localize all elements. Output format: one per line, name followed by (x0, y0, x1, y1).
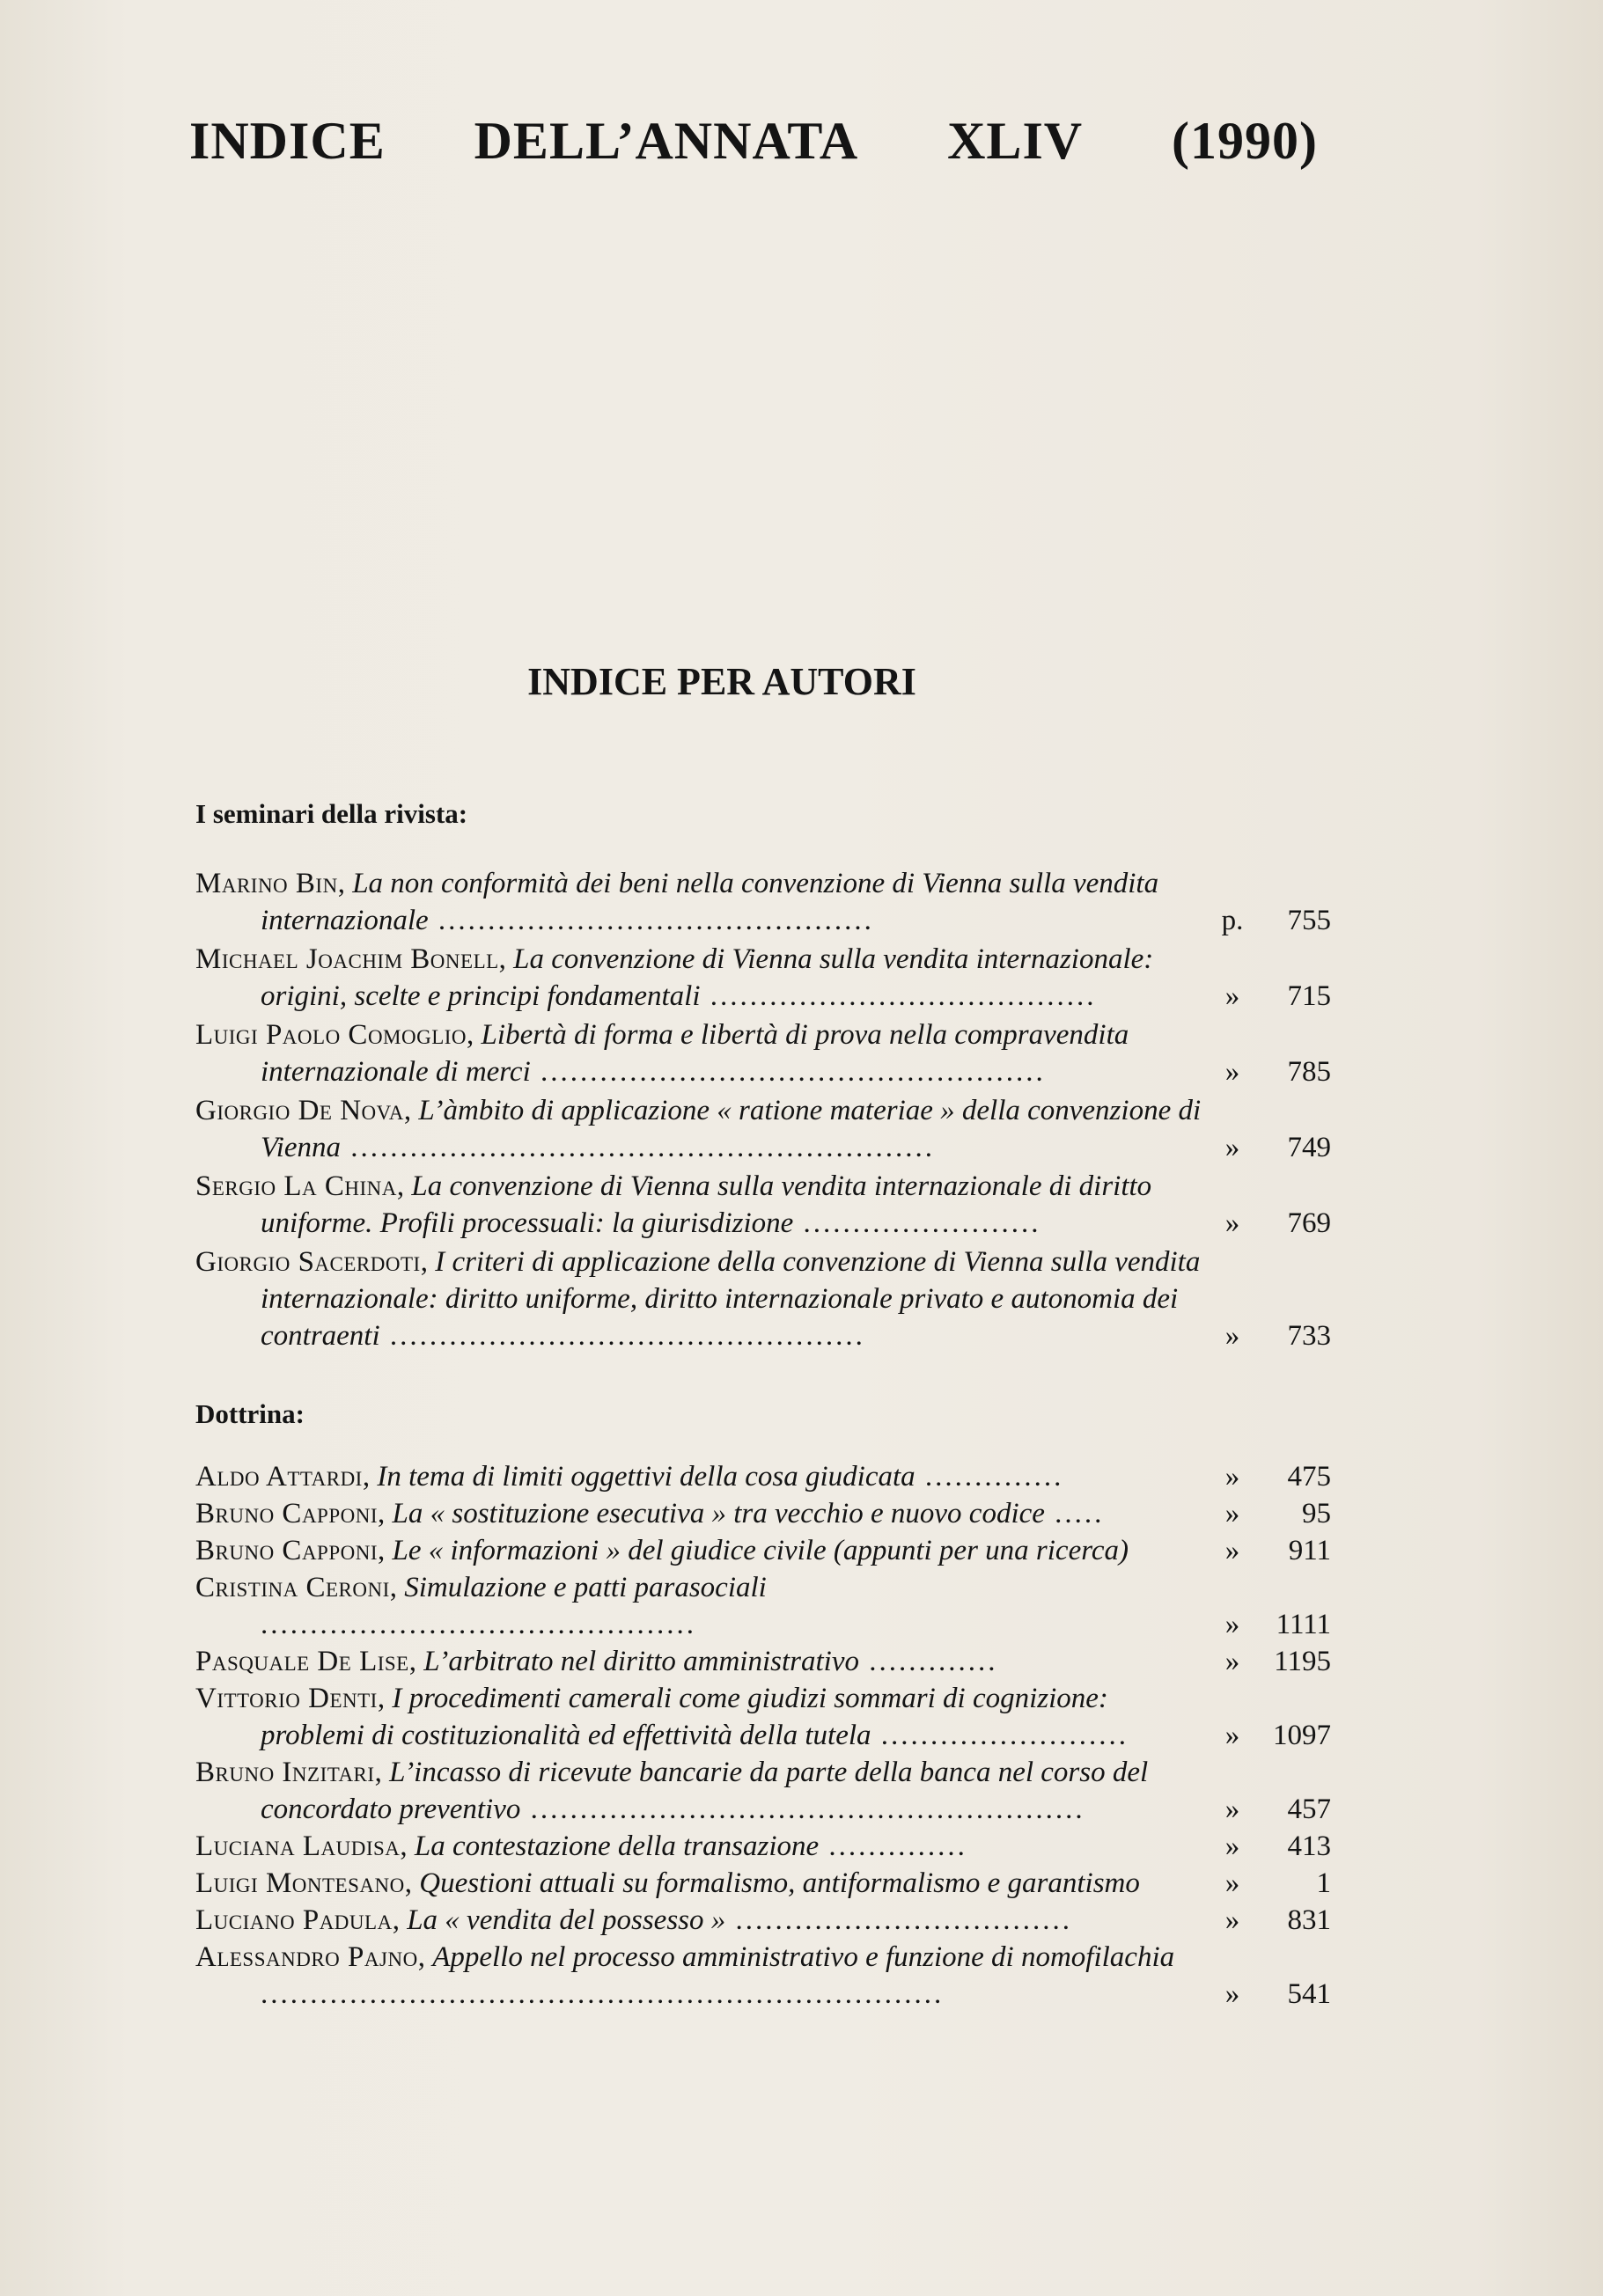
leader-dots: ............................................ (261, 1609, 696, 1640)
entry-title: La « vendita del possesso » (407, 1904, 726, 1936)
ditto-mark: » (1224, 980, 1240, 1012)
index-entry: Aldo Attardi, In tema di limiti oggettivi della cosa giudicata .............. » 475 (195, 1458, 1331, 1495)
entry-title: La contestazione della transazione (414, 1830, 820, 1862)
entry-title: I procedimenti camerali come giudizi sommari di cognizione: problemi di costituzionalità ed effettività della tutela (261, 1683, 1108, 1751)
leader-dots: ....................................... (700, 980, 1097, 1012)
leader-dots: ......................... (871, 1720, 1129, 1751)
entry-author: Luciana Laudisa (195, 1830, 401, 1862)
entry-page: 1111 (1276, 1609, 1331, 1640)
page-title (189, 106, 1318, 176)
entry-page: 755 (1287, 905, 1331, 936)
entry-page: 715 (1287, 980, 1331, 1012)
index-entry: Marino Bin, La non conformità dei beni nella convenzione di Vienna sulla vendita internazionale ............................................ p. 755 (195, 865, 1331, 939)
entry-page: 541 (1287, 1978, 1331, 2010)
entry-title: L’àmbito di applicazione « ratione materiae » della convenzione di Vienna (261, 1095, 1202, 1163)
index-entry: Luigi Paolo Comoglio, Libertà di forma e libertà di prova nella compravendita internazionale di merci ................................................... » 785 (195, 1016, 1331, 1090)
entry-page: 749 (1287, 1132, 1331, 1163)
entry-title: Questioni attuali su formalismo, antiformalismo e garantismo (419, 1867, 1140, 1899)
entry-author: Marino Bin (195, 868, 338, 899)
index-entry: Giorgio De Nova, L’àmbito di applicazione « ratione materiae » della convenzione di Vienna ........................................................... » 749 (195, 1092, 1331, 1166)
entry-author: Bruno Inzitari (195, 1757, 375, 1788)
index-entry: Luigi Montesano, Questioni attuali su formalismo, antiformalismo e garantismo » 1 (195, 1865, 1331, 1902)
entry-author: Alessandro Pajno (195, 1941, 418, 1973)
ditto-mark: » (1224, 1056, 1240, 1088)
index-entry: Bruno Capponi, Le « informazioni » del giudice civile (appunti per una ricerca) » 911 (195, 1532, 1331, 1569)
entry-author: Bruno Capponi (195, 1498, 379, 1529)
entry-title: La non conformità dei beni nella convenzione di Vienna sulla vendita internazionale (261, 868, 1159, 936)
entry-author: Luciano Padula (195, 1904, 393, 1936)
entry-page: 1195 (1274, 1646, 1331, 1677)
entry-page: 1097 (1273, 1720, 1331, 1751)
leader-dots: .................................. (725, 1904, 1073, 1936)
ditto-mark: » (1224, 1867, 1240, 1899)
index-entry: Giorgio Sacerdoti, I criteri di applicazione della convenzione di Vienna sulla vendita internazionale: diritto uniforme, diritto internazionale privato e autonomia dei contraenti ................................................ » 733 (195, 1243, 1331, 1354)
entry-author: Pasquale De Lise (195, 1646, 409, 1677)
index-entry: Michael Joachim Bonell, La convenzione di Vienna sulla vendita internazionale: origini, scelte e principi fondamentali ....................................... » 715 (195, 941, 1331, 1015)
title-word-annata: DELL’ANNATA (474, 112, 859, 170)
ditto-mark: » (1224, 1978, 1240, 2010)
index-entry: Luciana Laudisa, La contestazione della transazione .............. » 413 (195, 1828, 1331, 1865)
leader-dots: ................................................ (379, 1320, 865, 1352)
leader-dots: ............................................ (428, 905, 874, 936)
index-entry: Bruno Capponi, La « sostituzione esecutiva » tra vecchio e nuovo codice ..... » 95 (195, 1495, 1331, 1532)
index-entry: Vittorio Denti, I procedimenti camerali come giudizi sommari di cognizione: problemi di costituzionalità ed effettività della tutela ......................... » 1097 (195, 1680, 1331, 1754)
entry-author: Aldo Attardi (195, 1461, 363, 1493)
section-label-seminari: I seminari della rivista: (195, 798, 468, 829)
ditto-mark: » (1224, 1794, 1240, 1825)
leader-dots: ........................................................... (341, 1132, 936, 1163)
index-entry: Alessandro Pajno, Appello nel processo amministrativo e funzione di nomofilachia ..................................................................... » 541 (195, 1939, 1331, 2013)
leader-dots: ..... (1044, 1498, 1105, 1529)
ditto-mark: » (1224, 1904, 1240, 1936)
entry-title: Le « informazioni » del giudice civile (appunti per una ricerca) (392, 1535, 1129, 1566)
entry-page: 911 (1288, 1535, 1331, 1566)
entry-page: 413 (1287, 1830, 1331, 1862)
leader-dots: .............. (819, 1830, 967, 1862)
ditto-mark: » (1224, 1646, 1240, 1677)
entry-page: 457 (1287, 1794, 1331, 1825)
entry-title: L’incasso di ricevute bancarie da parte della banca nel corso del concordato preventivo (261, 1757, 1149, 1825)
entry-author: Luigi Paolo Comoglio (195, 1019, 467, 1051)
ditto-mark: » (1224, 1535, 1240, 1566)
ditto-mark: » (1224, 1132, 1240, 1163)
leader-dots: ..................................................................... (261, 1978, 945, 2010)
entry-author: Bruno Capponi (195, 1535, 379, 1566)
index-entry: Sergio La China, La convenzione di Vienna sulla vendita internazionale di diritto uniforme. Profili processuali: la giurisdizione ........................ » 769 (195, 1168, 1331, 1242)
title-word-indice: INDICE (189, 112, 386, 170)
index-entry: Luciano Padula, La « vendita del possesso » .................................. » 831 (195, 1902, 1331, 1939)
entry-page: 95 (1302, 1498, 1331, 1529)
ditto-mark: » (1224, 1720, 1240, 1751)
entry-title: La « sostituzione esecutiva » tra vecchio e nuovo codice (392, 1498, 1045, 1529)
entry-page: 475 (1287, 1461, 1331, 1493)
page-prefix: p. (1221, 905, 1244, 936)
ditto-mark: » (1224, 1830, 1240, 1862)
leader-dots: ........................................................ (520, 1794, 1085, 1825)
entry-author: Giorgio De Nova (195, 1095, 404, 1126)
entry-author: Giorgio Sacerdoti (195, 1246, 421, 1278)
entry-author: Luigi Montesano (195, 1867, 405, 1899)
entry-author: Vittorio Denti (195, 1683, 378, 1714)
entry-title: Appello nel processo amministrativo e funzione di nomofilachia (432, 1941, 1175, 1973)
entry-author: Cristina Ceroni (195, 1572, 390, 1603)
entry-author: Michael Joachim Bonell (195, 943, 499, 975)
title-word-year: (1990) (1172, 112, 1318, 170)
entry-title: La convenzione di Vienna sulla vendita internazionale di diritto uniforme. Profili processuali: la giurisdizione (261, 1170, 1152, 1239)
entry-page: 1 (1316, 1867, 1331, 1899)
index-entry: Cristina Ceroni, Simulazione e patti parasociali ............................................ » 1111 (195, 1569, 1331, 1643)
entry-title: Libertà di forma e libertà di prova nella compravendita internazionale di merci (261, 1019, 1129, 1088)
entry-title: I criteri di applicazione della convenzione di Vienna sulla vendita internazionale: diritto uniforme, diritto internazionale privato e autonomia dei contraenti (261, 1246, 1201, 1352)
entry-page: 831 (1287, 1904, 1331, 1936)
dottrina-section (195, 1397, 1331, 2013)
leader-dots: .............. (915, 1461, 1064, 1493)
leader-dots: ................................................... (530, 1056, 1046, 1088)
ditto-mark: » (1224, 1498, 1240, 1529)
leader-dots: ............. (858, 1646, 998, 1677)
section-title: INDICE PER AUTORI (527, 660, 916, 703)
ditto-mark: » (1224, 1461, 1240, 1493)
entry-author: Sergio La China (195, 1170, 397, 1202)
leader-dots: ........................ (793, 1207, 1041, 1239)
entry-title: In tema di limiti oggettivi della cosa giudicata (377, 1461, 915, 1493)
ditto-mark: » (1224, 1609, 1240, 1640)
ditto-mark: » (1224, 1207, 1240, 1239)
entry-title: Simulazione e patti parasociali (404, 1572, 767, 1603)
entry-title: L’arbitrato nel diritto amministrativo (423, 1646, 859, 1677)
entry-title: La convenzione di Vienna sulla vendita internazionale: origini, scelte e principi fondamentali (261, 943, 1154, 1012)
entry-page: 785 (1287, 1056, 1331, 1088)
seminari-section (195, 796, 1331, 1354)
entry-page: 733 (1287, 1320, 1331, 1352)
section-label-dottrina: Dottrina: (195, 1398, 305, 1429)
entry-page: 769 (1287, 1207, 1331, 1239)
ditto-mark: » (1224, 1320, 1240, 1352)
title-word-volume: XLIV (947, 112, 1084, 170)
index-entry: Pasquale De Lise, L’arbitrato nel diritto amministrativo ............. » 1195 (195, 1643, 1331, 1680)
index-entry: Bruno Inzitari, L’incasso di ricevute bancarie da parte della banca nel corso del concordato preventivo ........................................................ » 457 (195, 1754, 1331, 1828)
